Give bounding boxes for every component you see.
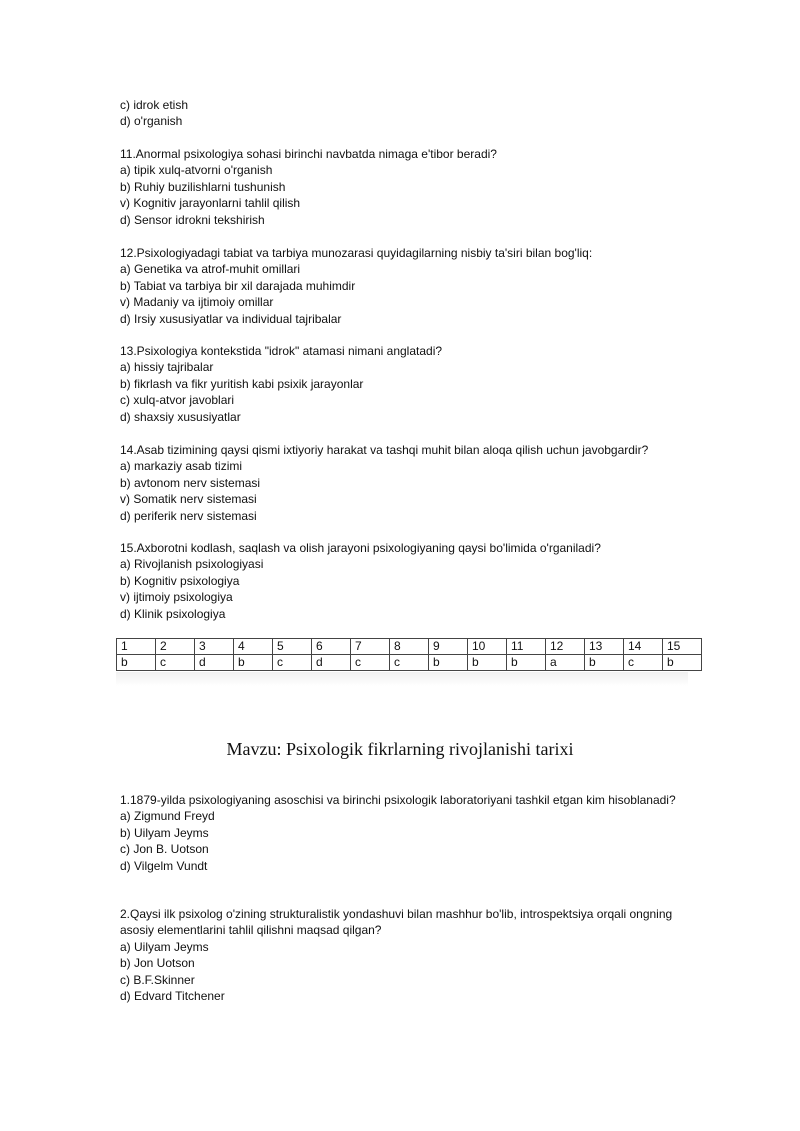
- table-cell: c: [156, 655, 195, 671]
- table-cell: 13: [585, 639, 624, 655]
- table-cell: d: [312, 655, 351, 671]
- option: b) Kognitiv psixologiya: [120, 573, 240, 588]
- question-12: [120, 245, 680, 327]
- option: b) Jon Uotson: [120, 956, 195, 971]
- table-shadow: [116, 672, 688, 686]
- table-cell: 7: [351, 639, 390, 655]
- table-cell: 12: [546, 639, 585, 655]
- option: b) Ruhiy buzilishlarni tushunish: [120, 179, 286, 194]
- option: d) Klinik psixologiya: [120, 606, 226, 621]
- question-text: 11.Anormal psixologiya sohasi birinchi navbatda nimaga e'tibor beradi?: [120, 147, 497, 161]
- option: v) ijtimoiy psixologiya: [120, 590, 233, 605]
- table-cell: 9: [429, 639, 468, 655]
- option: b) Tabiat va tarbiya bir xil darajada muhimdir: [120, 278, 356, 293]
- question-15: [120, 540, 680, 622]
- option: b) avtonom nerv sistemasi: [120, 475, 261, 490]
- option: d) shaxsiy xususiyatlar: [120, 409, 241, 424]
- question-text: 2.Qaysi ilk psixolog o'zining strukturalistik yondashuvi bilan mashhur bo'lib, introspektsiya orqali ongning asosiy elementlarini tahlil qilishni maqsad qilgan?: [120, 907, 673, 938]
- table-cell: 11: [507, 639, 546, 655]
- question-14: [120, 442, 680, 524]
- table-cell: 4: [234, 639, 273, 655]
- table-cell: 10: [468, 639, 507, 655]
- intro-options: [120, 97, 680, 130]
- option: v) Somatik nerv sistemasi: [120, 492, 257, 507]
- option: d) Vilgelm Vundt: [120, 858, 208, 873]
- question-b-2: [120, 906, 680, 1004]
- table-cell: b: [663, 655, 702, 671]
- option: d) Edvard Titchener: [120, 989, 225, 1004]
- option: a) Rivojlanish psixologiyasi: [120, 557, 264, 572]
- table-cell: 15: [663, 639, 702, 655]
- table-cell: 14: [624, 639, 663, 655]
- question-11: [120, 146, 680, 228]
- option: a) Uilyam Jeyms: [120, 939, 209, 954]
- table-cell: 1: [117, 639, 156, 655]
- option: a) Genetika va atrof-muhit omillari: [120, 262, 301, 277]
- table-cell: 2: [156, 639, 195, 655]
- table-cell: d: [195, 655, 234, 671]
- option: c) xulq-atvor javoblari: [120, 393, 235, 408]
- table-cell: c: [351, 655, 390, 671]
- option: a) Zigmund Freyd: [120, 809, 215, 824]
- option: a) tipik xulq-atvorni o'rganish: [120, 163, 273, 178]
- option: c) B.F.Skinner: [120, 972, 195, 987]
- option: v) Madaniy va ijtimoiy omillar: [120, 295, 274, 310]
- option: b) fikrlash va fikr yuritish kabi psixik jarayonlar: [120, 376, 364, 391]
- question-13: [120, 343, 680, 425]
- table-cell: b: [117, 655, 156, 671]
- table-cell: b: [585, 655, 624, 671]
- table-cell: b: [234, 655, 273, 671]
- option: d) o'rganish: [120, 114, 183, 129]
- question-b-1: [120, 792, 680, 874]
- option: c) idrok etish: [120, 98, 189, 112]
- table-cell: c: [273, 655, 312, 671]
- option: d) Sensor idrokni tekshirish: [120, 212, 265, 227]
- table-cell: 3: [195, 639, 234, 655]
- table-cell: 5: [273, 639, 312, 655]
- table-cell: b: [507, 655, 546, 671]
- option: b) Uilyam Jeyms: [120, 825, 209, 840]
- answer-letter-row: [117, 655, 702, 671]
- table-cell: 8: [390, 639, 429, 655]
- option: c) Jon B. Uotson: [120, 842, 209, 857]
- table-cell: b: [468, 655, 507, 671]
- table-cell: c: [624, 655, 663, 671]
- question-text: 12.Psixologiyadagi tabiat va tarbiya munozarasi quyidagilarning nisbiy ta'siri bilan bog'liq:: [120, 246, 593, 260]
- table-cell: 6: [312, 639, 351, 655]
- table-cell: b: [429, 655, 468, 671]
- question-text: 13.Psixologiya kontekstida "idrok" atamasi nimani anglatadi?: [120, 344, 443, 358]
- answer-number-row: [117, 639, 702, 655]
- table-cell: c: [390, 655, 429, 671]
- option: d) periferik nerv sistemasi: [120, 508, 257, 523]
- option: d) Irsiy xususiyatlar va individual tajribalar: [120, 311, 342, 326]
- table-cell: a: [546, 655, 585, 671]
- question-text: 15.Axborotni kodlash, saqlash va olish jarayoni psixologiyaning qaysi bo'limida o'rganiladi?: [120, 541, 601, 555]
- section-title: Mavzu: Psixologik fikrlarning rivojlanishi tarixi: [226, 739, 574, 759]
- question-text: 1.1879-yilda psixologiyaning asoschisi va birinchi psixologik laboratoriyani tashkil etgan kim hisoblanadi?: [120, 793, 676, 807]
- option: a) markaziy asab tizimi: [120, 459, 243, 474]
- option: a) hissiy tajribalar: [120, 360, 214, 375]
- answer-key-table: [116, 638, 702, 671]
- option: v) Kognitiv jarayonlarni tahlil qilish: [120, 196, 301, 211]
- question-text: 14.Asab tizimining qaysi qismi ixtiyoriy harakat va tashqi muhit bilan aloqa qilish uchun javobgardir?: [120, 443, 649, 457]
